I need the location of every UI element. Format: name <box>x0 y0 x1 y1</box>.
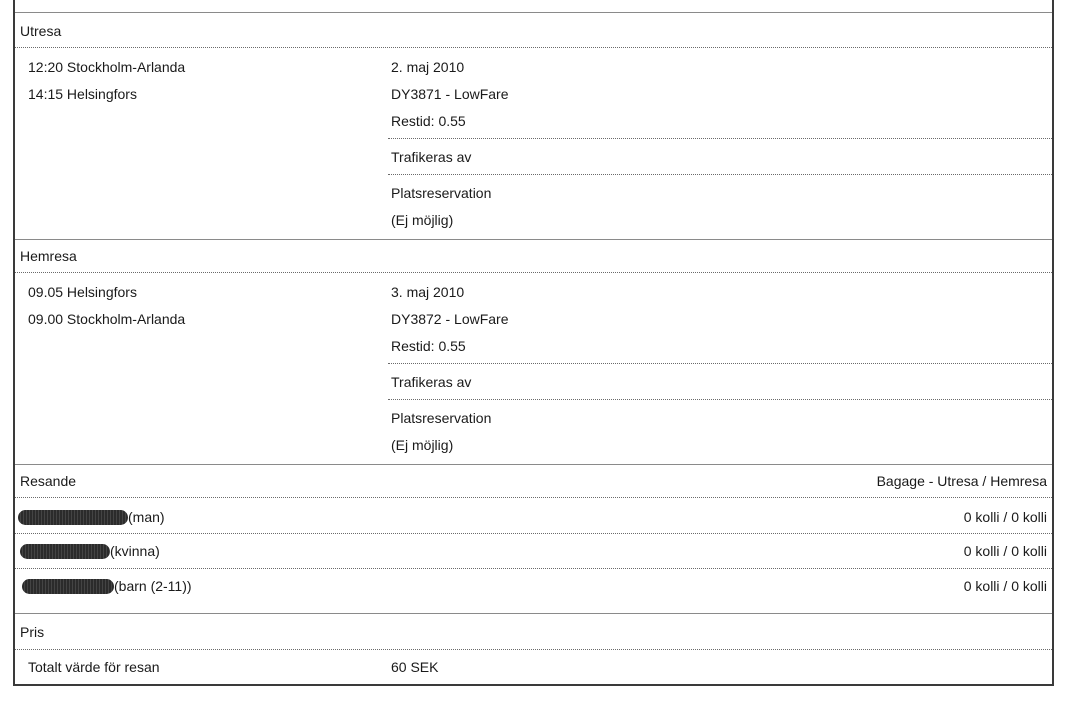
total-value: 60 SEK <box>391 659 439 675</box>
outbound-depart: 12:20 Stockholm-Arlanda <box>28 59 186 75</box>
divider <box>15 47 1052 48</box>
divider <box>15 464 1052 465</box>
traveller-row <box>18 508 165 526</box>
return-operated-by: Trafikeras av <box>391 374 472 390</box>
traveller-type: (kvinna) <box>110 543 160 559</box>
return-section-label: Hemresa <box>20 248 77 264</box>
baggage-header: Bagage - Utresa / Hemresa <box>876 473 1047 489</box>
outbound-seat-value: (Ej möjlig) <box>391 212 454 228</box>
redacted-name <box>22 579 114 594</box>
outbound-seat-label: Platsreservation <box>391 185 492 201</box>
divider <box>388 399 1052 400</box>
traveller-baggage: 0 kolli / 0 kolli <box>963 578 1047 594</box>
travellers-section-label: Resande <box>20 473 77 489</box>
outbound-date: 2. maj 2010 <box>391 59 465 75</box>
divider <box>15 272 1052 273</box>
outbound-arrive: 14:15 Helsingfors <box>28 86 137 102</box>
outbound-section-label: Utresa <box>20 23 62 39</box>
divider <box>388 363 1052 364</box>
return-arrive: 09.00 Stockholm-Arlanda <box>28 311 186 327</box>
return-seat-value: (Ej möjlig) <box>391 437 454 453</box>
redacted-name <box>18 510 128 525</box>
redacted-name <box>20 544 110 559</box>
divider <box>388 138 1052 139</box>
total-label: Totalt värde för resan <box>28 659 160 675</box>
traveller-baggage: 0 kolli / 0 kolli <box>963 543 1047 559</box>
divider <box>388 174 1052 175</box>
traveller-row <box>22 577 192 595</box>
traveller-baggage: 0 kolli / 0 kolli <box>963 509 1047 525</box>
traveller-row <box>20 542 160 560</box>
traveller-type: (man) <box>128 509 165 525</box>
return-duration: Restid: 0.55 <box>391 338 466 354</box>
divider <box>15 568 1052 569</box>
traveller-type: (barn (2-11)) <box>114 578 192 594</box>
divider <box>15 239 1052 240</box>
divider <box>15 12 1052 13</box>
divider <box>15 497 1052 498</box>
outbound-duration: Restid: 0.55 <box>391 113 466 129</box>
return-date: 3. maj 2010 <box>391 284 465 300</box>
divider <box>15 613 1052 614</box>
outbound-operated-by: Trafikeras av <box>391 149 472 165</box>
return-seat-label: Platsreservation <box>391 410 492 426</box>
return-depart: 09.05 Helsingfors <box>28 284 137 300</box>
price-section-label: Pris <box>20 624 45 640</box>
divider <box>15 649 1052 650</box>
divider <box>15 533 1052 534</box>
outbound-flight: DY3871 - LowFare <box>391 86 509 102</box>
return-flight: DY3872 - LowFare <box>391 311 509 327</box>
